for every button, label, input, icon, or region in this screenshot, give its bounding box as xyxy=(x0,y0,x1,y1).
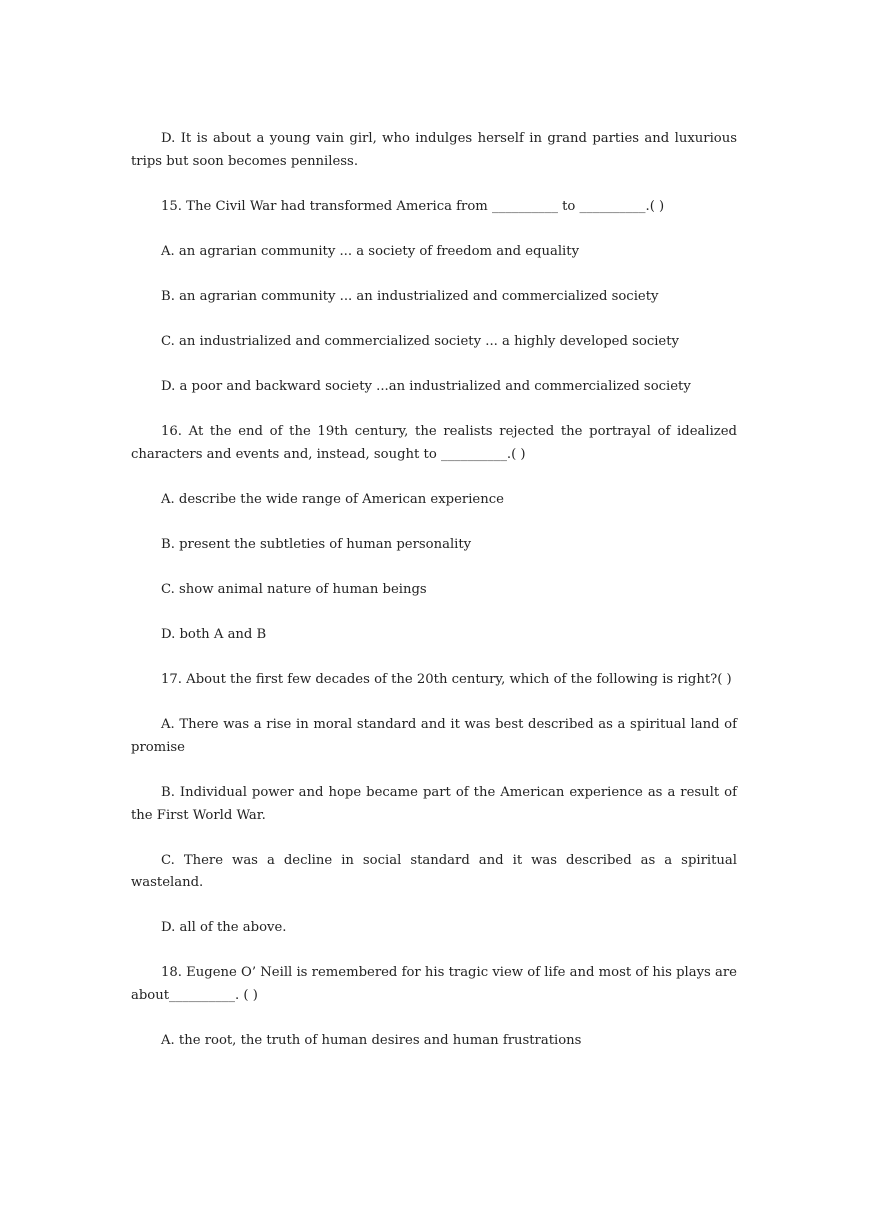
option-15-d: D. a poor and backward society ...an industrialized and commercialized society xyxy=(161,379,691,395)
option-15-b: B. an agrarian community ... an industrialized and commercialized society xyxy=(161,288,659,304)
option-15-c: C. an industrialized and commercialized society ... a highly developed society xyxy=(161,333,679,349)
option-18-a: A. the root, the truth of human desires and human frustrations xyxy=(161,1033,582,1049)
option-14-d: D. It is about a young vain girl, who indulges herself in grand parties and luxurious trips but soon becomes penniless. xyxy=(131,131,737,169)
option-16-d: D. both A and B xyxy=(161,627,267,643)
option-16-b: B. present the subtleties of human personality xyxy=(161,536,472,552)
option-17-d: D. all of the above. xyxy=(161,920,287,936)
option-16-a: A. describe the wide range of American experience xyxy=(161,491,504,507)
question-18: 18. Eugene O’ Neill is remembered for his tragic view of life and most of his plays are about__________. ( ) xyxy=(131,965,737,1004)
option-17-c: C. There was a decline in social standard and it was described as a spiritual wasteland. xyxy=(131,852,737,891)
question-16: 16. At the end of the 19th century, the realists rejected the portrayal of idealized characters and events and, instead, sought to __________.( ) xyxy=(131,424,737,462)
document-page xyxy=(131,128,737,1075)
option-15-a: A. an agrarian community ... a society of freedom and equality xyxy=(161,243,580,259)
question-15: 15. The Civil War had transformed America from __________ to __________.( ) xyxy=(161,198,665,214)
question-17: 17. About the first few decades of the 20th century, which of the following is right?( ) xyxy=(161,672,732,688)
option-17-b: B. Individual power and hope became part of the American experience as a result of the First World War. xyxy=(131,785,737,823)
option-17-a: A. There was a rise in moral standard and it was best described as a spiritual land of promise xyxy=(131,717,737,755)
option-16-c: C. show animal nature of human beings xyxy=(161,582,427,598)
